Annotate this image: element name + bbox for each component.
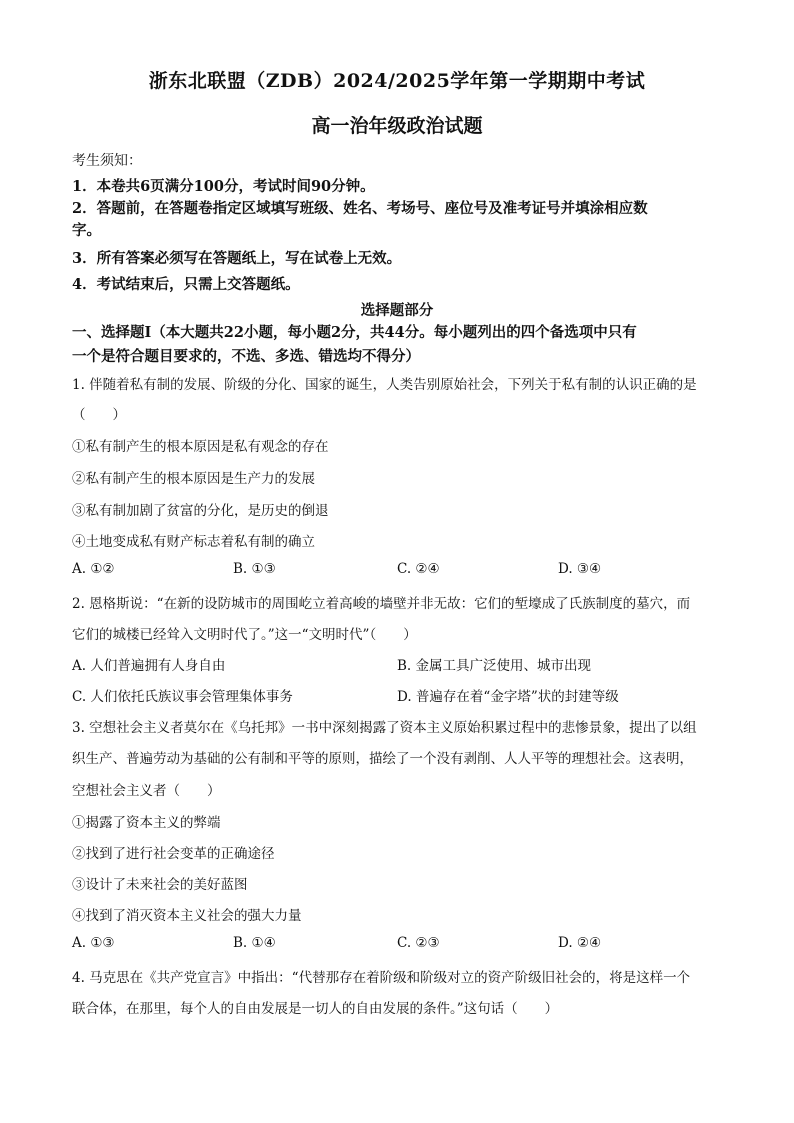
question-1-stem: 1. 伴随着私有制的发展、阶级的分化、国家的诞生，人类告别原始社会，下列关于私有制的认识正确的是 xyxy=(72,377,697,393)
notice-item: 3．所有答案必须写在答题纸上，写在试卷上无效。 xyxy=(72,250,402,267)
section-instruction: 一、选择题Ⅰ（本大题共22小题，每小题2分，共44分。每小题列出的四个备选项中只有 xyxy=(72,324,637,341)
question-2-stem: 2. 恩格斯说：“在新的设防城市的周围屹立着高峻的墙壁并非无故：它们的堑壕成了氏族制度的墓穴，而 xyxy=(72,596,691,612)
question-1-options xyxy=(72,561,732,581)
notice-item: 4．考试结束后，只需上交答题纸。 xyxy=(72,276,300,293)
question-1-item: ④土地变成私有财产标志着私有制的确立 xyxy=(72,534,315,550)
question-1-item: ①私有制产生的根本原因是私有观念的存在 xyxy=(72,439,329,455)
question-3-item: ②找到了进行社会变革的正确途径 xyxy=(72,846,275,862)
notice-item: 字。 xyxy=(72,222,101,239)
question-3-item: ①揭露了资本主义的弊端 xyxy=(72,815,221,831)
exam-subtitle: 高一治年级政治试题 xyxy=(311,115,483,137)
option-c[interactable]: C. 人们依托氏族议事会管理集体事务 xyxy=(72,689,293,705)
question-2-stem: 它们的城楼已经耸入文明时代了。”这一“文明时代”（ ） xyxy=(72,627,417,643)
question-3-item: ④找到了消灭资本主义社会的强大力量 xyxy=(72,908,302,924)
option-d[interactable]: D. 普遍存在着“金字塔”状的封建等级 xyxy=(397,689,619,705)
question-4-stem: 联合体，在那里，每个人的自由发展是一切人的自由发展的条件。”这句话（ ） xyxy=(72,1001,559,1017)
question-3-options xyxy=(72,935,732,955)
question-1-item: ③私有制加剧了贫富的分化，是历史的倒退 xyxy=(72,503,329,519)
question-3-item: ③设计了未来社会的美好蓝图 xyxy=(72,877,248,893)
option-b[interactable]: B. ①④ xyxy=(233,935,276,951)
option-a[interactable]: A. 人们普遍拥有人身自由 xyxy=(72,658,226,674)
question-2-options xyxy=(72,654,732,674)
question-3-stem: 织生产、普遍劳动为基础的公有制和平等的原则，描绘了一个没有剥削、人人平等的理想社会。这表明， xyxy=(72,751,693,767)
section-title: 选择题部分 xyxy=(360,302,434,319)
question-3-stem: 空想社会主义者（ ） xyxy=(72,783,221,799)
option-b[interactable]: B. ①③ xyxy=(233,561,276,577)
question-1-stem: （ ） xyxy=(72,407,126,423)
option-c[interactable]: C. ②④ xyxy=(397,561,440,577)
question-1-item: ②私有制产生的根本原因是生产力的发展 xyxy=(72,471,315,487)
notice-heading: 考生须知： xyxy=(72,153,142,169)
option-d[interactable]: D. ③④ xyxy=(558,561,602,577)
question-4-stem: 4. 马克思在《共产党宣言》中指出：“代替那存在着阶级和阶级对立的资产阶级旧社会的，将是这样一个 xyxy=(72,970,691,986)
section-instruction: 一个是符合题目要求的，不选、多选、错选均不得分） xyxy=(72,348,420,365)
question-2-options xyxy=(72,685,732,705)
exam-title: 浙东北联盟（ZDB）2024/2025学年第一学期期中考试 xyxy=(148,70,646,92)
notice-item: 2．答题前，在答题卷指定区域填写班级、姓名、考场号、座位号及准考证号并填涂相应数 xyxy=(72,200,648,217)
option-a[interactable]: A. ①③ xyxy=(72,935,115,951)
option-d[interactable]: D. ②④ xyxy=(558,935,602,951)
notice-item: 1．本卷共6页满分100分，考试时间90分钟。 xyxy=(72,178,375,195)
option-a[interactable]: A. ①② xyxy=(72,561,115,577)
option-b[interactable]: B. 金属工具广泛使用、城市出现 xyxy=(397,658,592,674)
option-c[interactable]: C. ②③ xyxy=(397,935,440,951)
question-3-stem: 3. 空想社会主义者莫尔在《乌托邦》一书中深刻揭露了资本主义原始积累过程中的悲惨景象，提出了以组 xyxy=(72,720,697,736)
